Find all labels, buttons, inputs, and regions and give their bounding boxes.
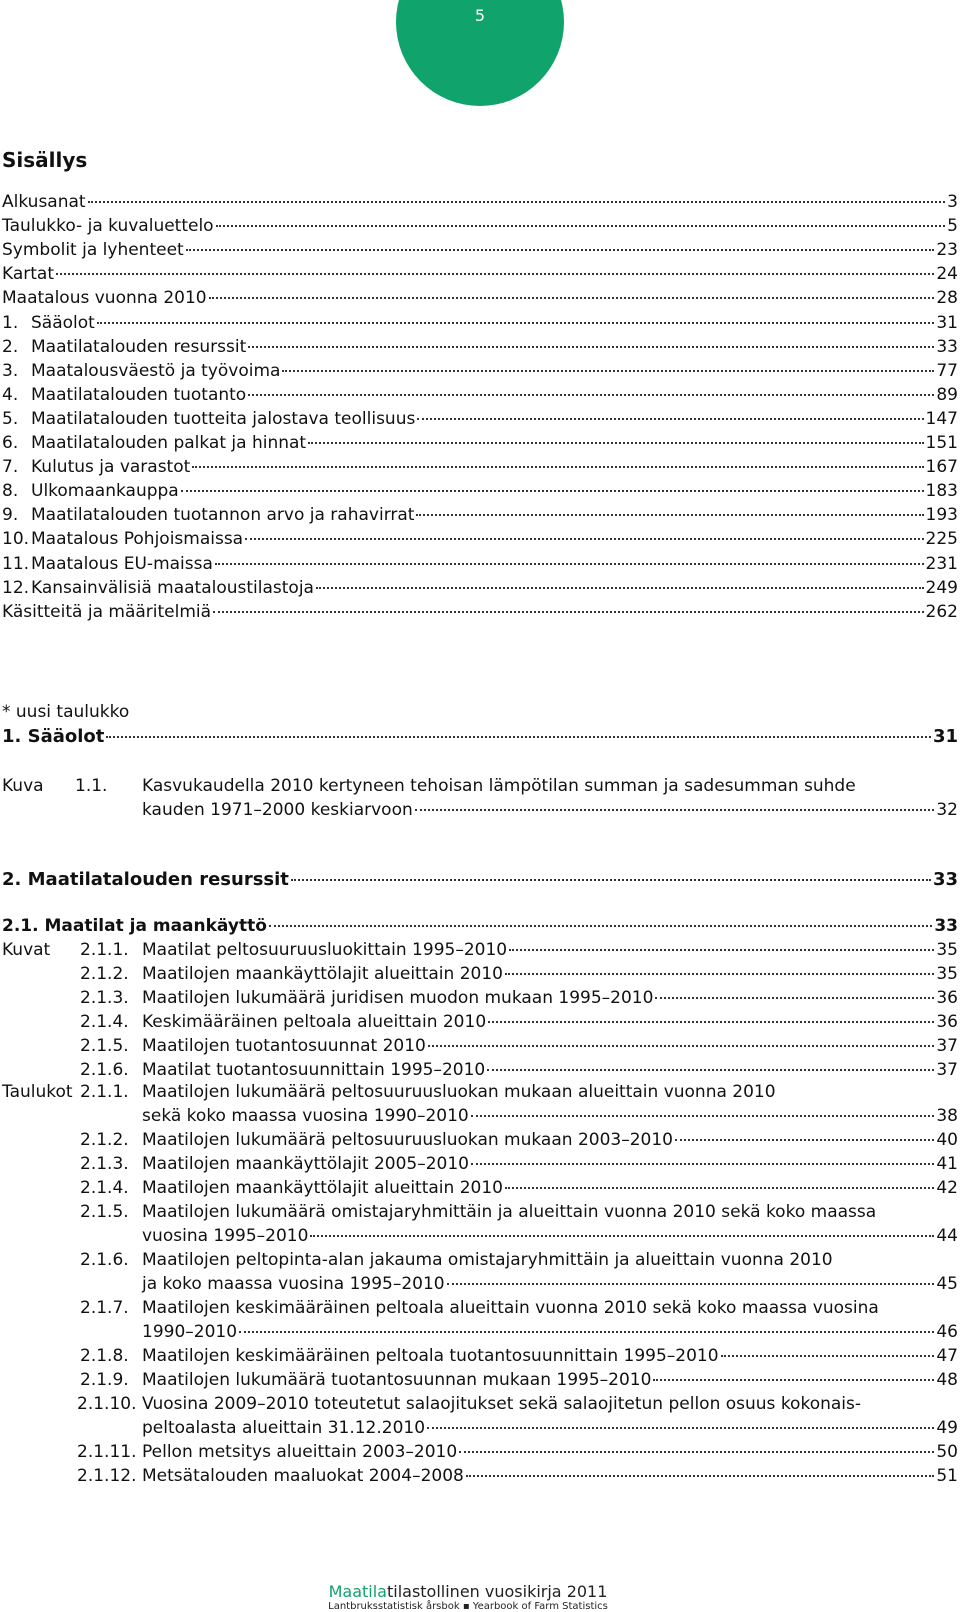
item-title: Sääolot: [31, 312, 95, 333]
item-title: Maatilatalouden palkat ja hinnat: [31, 433, 307, 453]
item-number: 2.: [2, 336, 19, 357]
item-number: 4.: [2, 384, 19, 405]
section-2-heading[interactable]: [0, 868, 958, 892]
toc-entry: [142, 1416, 958, 1440]
toc-entry: [142, 1464, 958, 1488]
item-title: Maatilojen maankäyttölajit alueittain 2010: [142, 964, 503, 984]
item-number: 2.1.10.: [77, 1394, 137, 1414]
toc-row[interactable]: [0, 214, 958, 238]
item-number: 2.1.12.: [77, 1466, 137, 1486]
toc-entry: [142, 1224, 958, 1248]
dot-leader: [245, 538, 923, 540]
kuva-row-continued[interactable]: [0, 798, 958, 822]
page-ref: 35: [936, 940, 958, 960]
toc-row[interactable]: [0, 262, 958, 286]
dot-leader: [416, 514, 923, 516]
dot-leader: [415, 809, 935, 811]
item-number: 2.1.1.: [80, 1082, 129, 1102]
page-ref: 262: [925, 601, 958, 622]
dot-leader: [466, 1475, 935, 1477]
item-title: Ulkomaankauppa: [31, 481, 179, 502]
dot-leader: [428, 1045, 935, 1047]
dot-leader: [675, 1139, 934, 1141]
table-row[interactable]: [0, 1152, 958, 1176]
toc-entry: [142, 1176, 958, 1200]
page-ref: 23: [936, 240, 958, 261]
page-ref: 89: [936, 384, 958, 405]
item-title: sekä koko maassa vuosina 1990–2010: [142, 1106, 469, 1126]
item-title: Maatilojen lukumäärä peltosuuruusluokan mukaan alueittain vuonna 2010: [142, 1082, 776, 1102]
page-ref: 3: [947, 192, 958, 212]
toc-entry: [2, 600, 958, 624]
section-title: 2.1. Maatilat ja maankäyttö: [2, 916, 267, 936]
toc-entry: [142, 1034, 958, 1058]
table-row-continued[interactable]: [0, 1416, 958, 1440]
item-title: Maatilatalouden tuotteita jalostava teollisuus: [31, 408, 416, 429]
item-title: Maatilojen keskimääräinen peltoala alueittain vuonna 2010 sekä koko maassa vuosina: [142, 1298, 879, 1318]
table-row[interactable]: [0, 1464, 958, 1488]
item-number: 2.1.3.: [80, 1154, 129, 1174]
category-label: Taulukot: [2, 1082, 73, 1102]
dot-leader: [106, 736, 931, 738]
page-ref: 48: [936, 1370, 958, 1390]
page-ref: 183: [925, 481, 958, 502]
item-number: 2.1.6.: [80, 1250, 129, 1270]
item-title: Maatilojen lukumäärä tuotantosuunnan mukaan 1995–2010: [142, 1370, 652, 1390]
page-ref: 49: [936, 1418, 958, 1438]
page-ref: 36: [936, 988, 958, 1008]
toc-entry: [142, 1010, 958, 1034]
item-title: Maatalous EU-maissa: [31, 553, 213, 574]
dot-leader: [509, 949, 934, 951]
item-title: Pellon metsitys alueittain 2003–2010: [142, 1442, 458, 1462]
dot-leader: [417, 418, 923, 420]
page-title: Sisällys: [2, 148, 88, 172]
page-ref: 38: [936, 1106, 958, 1126]
item-number: 2.1.2.: [80, 1130, 129, 1150]
toc-row[interactable]: [0, 190, 958, 214]
page-ref: 42: [936, 1178, 958, 1198]
item-number: 5.: [2, 408, 19, 429]
item-title: Kulutus ja varastot: [31, 457, 191, 478]
page-ref: 33: [936, 336, 958, 357]
item-title: Käsitteitä ja määritelmiä: [2, 601, 212, 622]
figure-row[interactable]: [0, 1010, 958, 1034]
dot-leader: [653, 1379, 934, 1381]
page-ref: 77: [936, 360, 958, 381]
page-ref: 45: [936, 1274, 958, 1294]
toc-row[interactable]: [0, 479, 958, 503]
dot-leader: [282, 370, 934, 372]
page-ref: 40: [936, 1130, 958, 1150]
item-title: Keskimääräinen peltoala alueittain 2010: [142, 1012, 487, 1032]
page-ref: 167: [925, 457, 958, 478]
toc-entry: [2, 214, 958, 238]
item-title: Maatilojen lukumäärä omistajaryhmittäin ja alueittain vuonna 2010 sekä koko maassa: [142, 1202, 877, 1222]
item-title: Maatilojen tuotantosuunnat 2010: [142, 1036, 426, 1056]
item-title: Maatilojen maankäyttölajit alueittain 2010: [142, 1178, 503, 1198]
toc-entry: [31, 503, 958, 527]
section-2-1-heading[interactable]: [0, 914, 958, 938]
toc-entry: [142, 1104, 958, 1128]
page-ref: 51: [936, 1466, 958, 1486]
dot-leader: [505, 1187, 934, 1189]
dot-leader: [721, 1355, 935, 1357]
toc-row[interactable]: [0, 455, 958, 479]
page-ref: 36: [936, 1012, 958, 1032]
item-title: Maatilojen lukumäärä juridisen muodon mukaan 1995–2010: [142, 988, 654, 1008]
toc-entry: [142, 938, 958, 962]
item-title: Kansainvälisiä maataloustilastoja: [31, 577, 314, 598]
toc-row[interactable]: [0, 383, 958, 407]
item-title: Maatalous vuonna 2010: [2, 288, 207, 309]
dot-leader: [471, 1115, 935, 1117]
item-number: 2.1.8.: [80, 1346, 129, 1366]
item-title: Alkusanat: [2, 192, 86, 212]
item-title: Taulukko- ja kuvaluettelo: [2, 216, 214, 237]
table-row-continued[interactable]: [0, 1104, 958, 1128]
toc-entry: [31, 311, 958, 335]
dot-leader: [56, 273, 934, 275]
item-number: 2.1.6.: [80, 1060, 129, 1080]
dot-leader: [269, 925, 932, 927]
item-title: Maatilat tuotantosuunnittain 1995–2010: [142, 1060, 486, 1080]
section-1-heading[interactable]: [0, 725, 958, 749]
page-ref: 193: [925, 505, 958, 526]
footer-subtitle: Lantbruksstatistisk årsbok ▪ Yearbook of Farm Statistics: [328, 1601, 608, 1612]
item-number: 8.: [2, 481, 19, 502]
toc-row[interactable]: [0, 552, 958, 576]
page-ref: 33: [934, 916, 958, 936]
dot-leader: [488, 1021, 934, 1023]
toc-entry: [31, 552, 958, 576]
toc-entry: [142, 986, 958, 1010]
item-number: 2.1.5.: [80, 1036, 129, 1056]
page-ref: 41: [936, 1154, 958, 1174]
table-row[interactable]: [0, 1392, 958, 1416]
toc-entry: [142, 1272, 958, 1296]
item-number: 1.: [2, 312, 19, 333]
dot-leader: [471, 1163, 934, 1165]
item-title: Kartat: [2, 264, 55, 285]
dot-leader: [427, 1427, 934, 1429]
item-number: 10.: [2, 529, 30, 550]
dot-leader: [213, 611, 924, 613]
page-ref: 31: [936, 312, 958, 333]
dot-leader: [459, 1451, 934, 1453]
toc-entry: [31, 431, 958, 455]
footer-title-accent: Maatila: [328, 1582, 387, 1601]
category-label: Kuvat: [2, 940, 51, 960]
item-title: peltoalasta alueittain 31.12.2010: [142, 1418, 426, 1438]
toc-entry: [142, 962, 958, 986]
toc-entry: [142, 1368, 958, 1392]
page-ref: 33: [932, 869, 958, 890]
section-title: 2. Maatilatalouden resurssit: [2, 869, 289, 890]
dot-leader: [447, 1283, 935, 1285]
item-title: ja koko maassa vuosina 1995–2010: [142, 1274, 445, 1294]
figure-row[interactable]: [0, 938, 958, 962]
table-row-continued[interactable]: [0, 1320, 958, 1344]
figure-row[interactable]: [0, 962, 958, 986]
dot-leader: [316, 587, 924, 589]
page-ref: 32: [936, 800, 958, 820]
toc-entry: [2, 286, 958, 310]
kuva-row[interactable]: [0, 774, 958, 798]
category-label: Kuva: [2, 776, 44, 796]
dot-leader: [181, 490, 924, 492]
legend-note-row: [0, 700, 958, 724]
figure-row[interactable]: [0, 1034, 958, 1058]
item-number: 2.1.3.: [80, 988, 129, 1008]
dot-leader: [216, 225, 946, 227]
item-number: 2.1.2.: [80, 964, 129, 984]
item-title: Maatilatalouden tuotanto: [31, 384, 247, 405]
dot-leader: [239, 1331, 934, 1333]
page-ref: 5: [947, 216, 958, 237]
toc-row[interactable]: [0, 527, 958, 551]
toc-entry: [31, 383, 958, 407]
dot-leader: [209, 297, 935, 299]
table-row[interactable]: [0, 1176, 958, 1200]
item-title: Vuosina 2009–2010 toteutetut salaojitukset sekä salaojitetun pellon osuus kokonais-: [142, 1394, 862, 1414]
dot-leader: [97, 322, 935, 324]
section-title: 1. Sääolot: [2, 726, 105, 747]
dot-leader: [215, 563, 924, 565]
page-ref: 50: [936, 1442, 958, 1462]
table-row[interactable]: [0, 1296, 958, 1320]
item-number: 2.1.4.: [80, 1178, 129, 1198]
table-row[interactable]: [0, 1080, 958, 1104]
page-ref: 37: [936, 1060, 958, 1080]
table-row[interactable]: [0, 1440, 958, 1464]
item-number: 2.1.7.: [80, 1298, 129, 1318]
toc-entry: [31, 479, 958, 503]
item-number: 2.1.1.: [80, 940, 129, 960]
dot-leader: [308, 442, 923, 444]
item-title: Maatilojen peltopinta-alan jakauma omistajaryhmittäin ja alueittain vuonna 2010: [142, 1250, 833, 1270]
toc-row[interactable]: [0, 600, 958, 624]
toc-entry: [31, 455, 958, 479]
page-ref: 35: [936, 964, 958, 984]
page-ref: 46: [936, 1322, 958, 1342]
dot-leader: [248, 346, 934, 348]
figure-row[interactable]: [0, 1058, 958, 1082]
toc-entry: [31, 407, 958, 431]
dot-leader: [186, 249, 935, 251]
toc-row[interactable]: [0, 503, 958, 527]
toc-entry: [2, 238, 958, 262]
dot-leader: [310, 1235, 934, 1237]
page-ref: 249: [925, 577, 958, 598]
item-number: 2.1.5.: [80, 1202, 129, 1222]
table-row-continued[interactable]: [0, 1272, 958, 1296]
item-title: Maatalous Pohjoismaissa: [31, 529, 244, 550]
item-title: Maatilojen keskimääräinen peltoala tuotantosuunnittain 1995–2010: [142, 1346, 719, 1366]
toc-row[interactable]: [0, 286, 958, 310]
item-title: Maatilat peltosuuruusluokittain 1995–2010: [142, 940, 508, 960]
item-number: 11.: [2, 553, 30, 574]
toc-entry: [142, 1128, 958, 1152]
dot-leader: [655, 997, 934, 999]
toc-row[interactable]: [0, 311, 958, 335]
page-number-badge: [396, 0, 564, 106]
item-number: 7.: [2, 457, 19, 478]
item-title: Symbolit ja lyhenteet: [2, 240, 184, 261]
item-number: 1.1.: [75, 776, 108, 796]
item-number: 2.1.9.: [80, 1370, 129, 1390]
toc-entry: [31, 335, 958, 359]
item-title: Maatilojen lukumäärä peltosuuruusluokan mukaan 2003–2010: [142, 1130, 673, 1150]
toc-row[interactable]: [0, 359, 958, 383]
item-number: 6.: [2, 433, 19, 453]
table-row[interactable]: [0, 1248, 958, 1272]
item-title: vuosina 1995–2010: [142, 1226, 309, 1246]
item-title: kauden 1971–2000 keskiarvoon: [142, 800, 413, 820]
item-title: Maatilatalouden tuotannon arvo ja rahavirrat: [31, 505, 415, 526]
page-ref: 28: [936, 288, 958, 309]
toc-entry: [2, 262, 958, 286]
dot-leader: [487, 1069, 934, 1071]
toc-entry: [142, 1344, 958, 1368]
toc-row[interactable]: [0, 335, 958, 359]
toc-entry: [142, 1058, 958, 1082]
toc-entry: [142, 1440, 958, 1464]
page-ref: 44: [936, 1226, 958, 1246]
page-ref: 225: [925, 529, 958, 550]
item-title: Metsätalouden maaluokat 2004–2008: [142, 1466, 464, 1486]
table-row[interactable]: [0, 1128, 958, 1152]
toc-row[interactable]: [0, 407, 958, 431]
legend-note: * uusi taulukko: [2, 702, 130, 722]
table-row[interactable]: [0, 1200, 958, 1224]
dot-leader: [88, 201, 946, 203]
page-ref: 231: [925, 553, 958, 574]
item-number: 2.1.11.: [77, 1442, 137, 1462]
item-number: 2.1.4.: [80, 1012, 129, 1032]
table-row-continued[interactable]: [0, 1224, 958, 1248]
item-title: Maatalousväestö ja työvoima: [31, 360, 281, 381]
table-row[interactable]: [0, 1368, 958, 1392]
page-ref: 47: [936, 1346, 958, 1366]
dot-leader: [248, 394, 934, 396]
dot-leader: [291, 879, 931, 881]
item-number: 12.: [2, 577, 30, 598]
item-number: 9.: [2, 505, 19, 526]
toc-entry: [2, 190, 958, 214]
item-number: 3.: [2, 360, 19, 381]
toc-entry: [142, 1320, 958, 1344]
footer-title-rest: tilastollinen vuosikirja 2011: [386, 1582, 608, 1601]
figure-row[interactable]: [0, 986, 958, 1010]
dot-leader: [505, 973, 934, 975]
toc-entry: [31, 576, 958, 600]
item-title: Maatilojen maankäyttölajit 2005–2010: [142, 1154, 469, 1174]
page-ref: 151: [925, 433, 958, 453]
footer-title: [0, 1582, 936, 1601]
toc-row[interactable]: [0, 238, 958, 262]
item-title: Kasvukaudella 2010 kertyneen tehoisan lämpötilan summan ja sadesumman suhde: [142, 776, 856, 796]
toc-row[interactable]: [0, 431, 958, 455]
item-title: 1990–2010: [142, 1322, 238, 1342]
toc-entry: [31, 527, 958, 551]
item-title: Maatilatalouden resurssit: [31, 336, 247, 357]
page-ref: 147: [925, 408, 958, 429]
page-ref: 31: [932, 726, 958, 747]
page-number: 5: [474, 6, 486, 25]
table-row[interactable]: [0, 1344, 958, 1368]
toc-entry: [142, 1152, 958, 1176]
page-ref: 37: [936, 1036, 958, 1056]
page-ref: 24: [936, 264, 958, 285]
toc-row[interactable]: [0, 576, 958, 600]
toc-entry: [31, 359, 958, 383]
dot-leader: [192, 466, 923, 468]
